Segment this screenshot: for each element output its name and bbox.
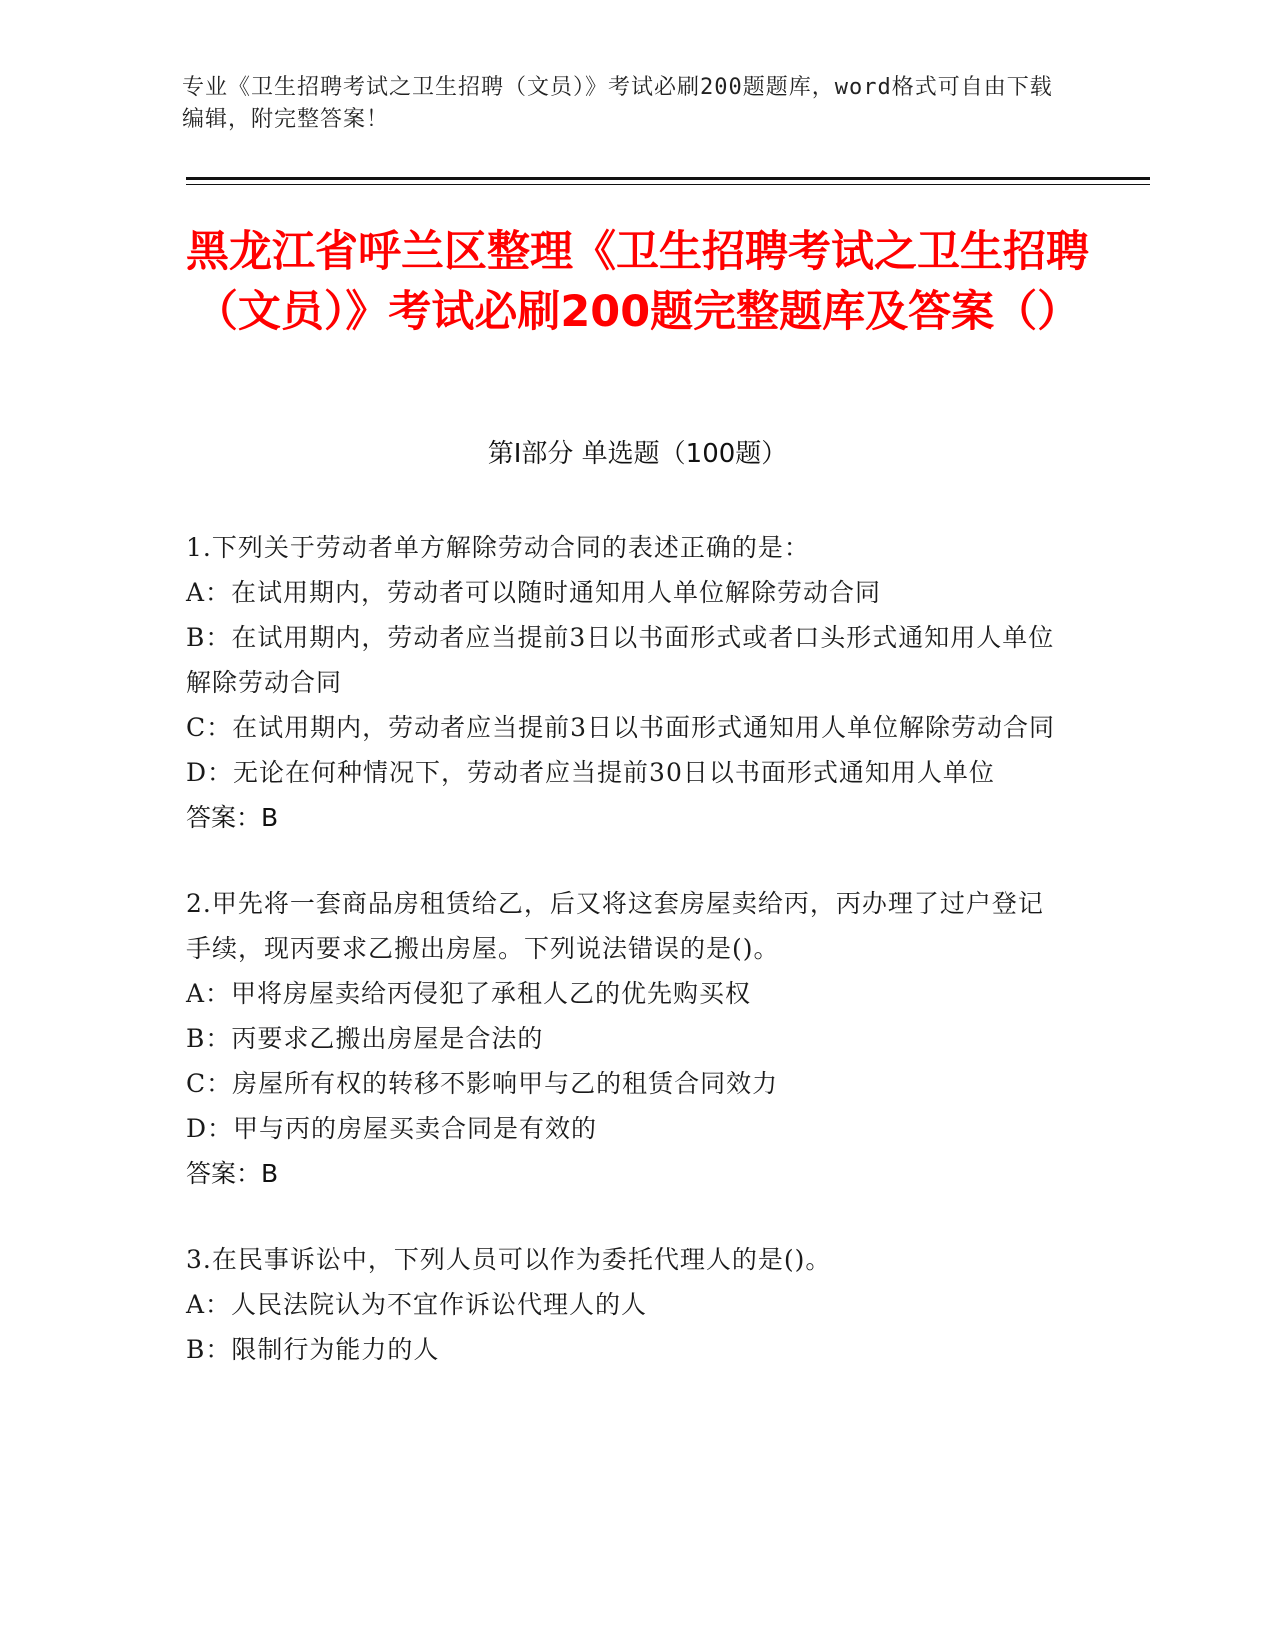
- question-3: [186, 1237, 1066, 1372]
- question-stem: 3.在民事诉讼中，下列人员可以作为委托代理人的是()。: [186, 1245, 832, 1274]
- header-divider-thick: [186, 177, 1150, 180]
- option-d: D：无论在何种情况下，劳动者应当提前30日以书面形式通知用人单位: [186, 758, 995, 787]
- option-c: C：房屋所有权的转移不影响甲与乙的租赁合同效力: [186, 1069, 779, 1098]
- option-a: A：人民法院认为不宜作诉讼代理人的人: [186, 1290, 648, 1319]
- option-d: D：甲与丙的房屋买卖合同是有效的: [186, 1114, 598, 1143]
- option-b: B：在试用期内，劳动者应当提前3日以书面形式或者口头形式通知用人单位解除劳动合同: [186, 623, 1055, 697]
- question-list: [186, 525, 1066, 1413]
- question-2: [186, 881, 1066, 1196]
- answer-line: 答案：B: [186, 803, 279, 832]
- answer-line: 答案：B: [186, 1159, 279, 1188]
- document-title: 黑龙江省呼兰区整理《卫生招聘考试之卫生招聘（文员）》考试必刷200题完整题库及答案（）: [186, 227, 1089, 337]
- option-b: B：丙要求乙搬出房屋是合法的: [186, 1024, 544, 1053]
- option-c: C：在试用期内，劳动者应当提前3日以书面形式通知用人单位解除劳动合同: [186, 713, 1056, 742]
- question-stem: 2.甲先将一套商品房租赁给乙，后又将这套房屋卖给丙，丙办理了过户登记手续，现丙要求乙搬出房屋。下列说法错误的是()。: [186, 889, 1044, 963]
- section-title: 第I部分 单选题（100题）: [487, 439, 788, 469]
- option-b: B：限制行为能力的人: [186, 1335, 440, 1364]
- header-note: 专业《卫生招聘考试之卫生招聘（文员）》考试必刷200题题库，word格式可自由下载编辑，附完整答案！: [182, 75, 1053, 132]
- header-divider-thin: [186, 184, 1150, 185]
- option-a: A：甲将房屋卖给丙侵犯了承租人乙的优先购买权: [186, 979, 752, 1008]
- question-stem: 1.下列关于劳动者单方解除劳动合同的表述正确的是：: [186, 533, 810, 562]
- option-a: A：在试用期内，劳动者可以随时通知用人单位解除劳动合同: [186, 578, 882, 607]
- question-1: [186, 525, 1066, 840]
